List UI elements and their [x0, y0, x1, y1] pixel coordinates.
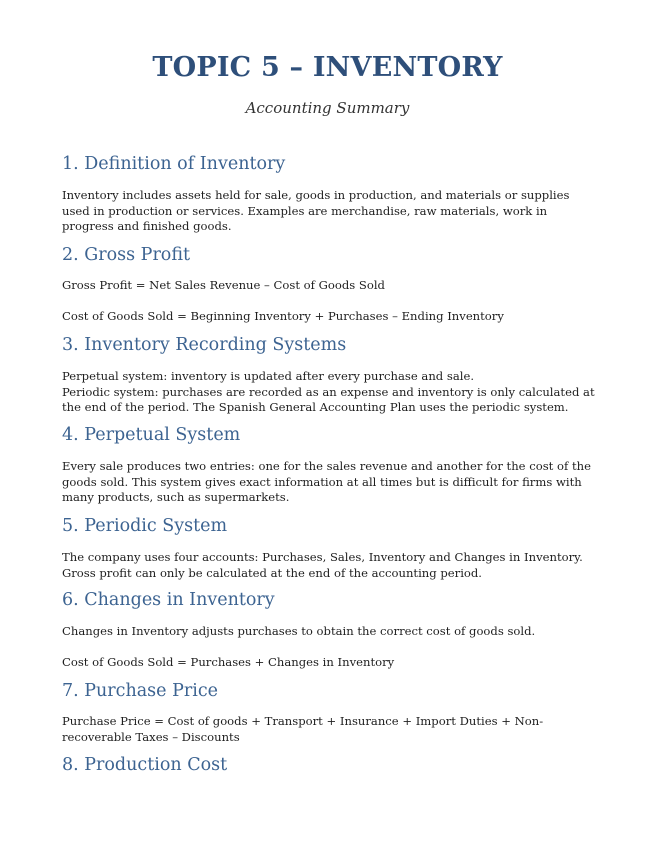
periodic-system-text: Periodic system: purchases are recorded as an expense and inventory is only calculated at the end of the period. The Spanish General Accounting Plan uses the periodic system. [62, 384, 595, 415]
section-heading-purchase-price: 7. Purchase Price [62, 681, 218, 701]
formula-purchase-price: Purchase Price = Cost of goods + Transport + Insurance + Import Duties + Non-recoverable Taxes – Discounts [62, 714, 544, 744]
section-heading-recording-systems: 3. Inventory Recording Systems [62, 335, 347, 355]
perpetual-system-text: Perpetual system: inventory is updated after every purchase and sale. [62, 369, 475, 383]
document-subtitle: Accounting Summary [245, 99, 410, 117]
section-body-definition: Inventory includes assets held for sale, goods in production, and materials or supplies used in production or services. Examples are merchandise, raw materials, work in progress and finished goods. [62, 188, 570, 234]
formula-cost-of-goods-sold: Cost of Goods Sold = Beginning Inventory + Purchases – Ending Inventory [62, 309, 504, 323]
section-body-periodic-system: The company uses four accounts: Purchases, Sales, Inventory and Changes in Inventory. Gross profit can only be calculated at the end of the accounting period. [62, 550, 583, 580]
section-heading-periodic-system: 5. Periodic System [62, 516, 228, 536]
recording-systems-body [62, 369, 597, 416]
section-heading-definition: 1. Definition of Inventory [62, 154, 286, 174]
section-body-perpetual-system: Every sale produces two entries: one for the sales revenue and another for the cost of the goods sold. This system gives exact information at all times but is difficult for firms with many products, such as supermarkets. [62, 459, 591, 505]
section-heading-perpetual-system: 4. Perpetual System [62, 425, 241, 445]
formula-gross-profit: Gross Profit = Net Sales Revenue – Cost of Goods Sold [62, 278, 385, 292]
section-heading-production-cost: 8. Production Cost [62, 755, 228, 775]
formula-cogs-changes: Cost of Goods Sold = Purchases + Changes in Inventory [62, 655, 395, 669]
section-heading-changes-in-inventory: 6. Changes in Inventory [62, 590, 275, 610]
document-title: TOPIC 5 – INVENTORY [152, 52, 503, 83]
section-heading-gross-profit: 2. Gross Profit [62, 245, 191, 265]
section-body-changes-in-inventory: Changes in Inventory adjusts purchases to obtain the correct cost of goods sold. [62, 624, 536, 638]
